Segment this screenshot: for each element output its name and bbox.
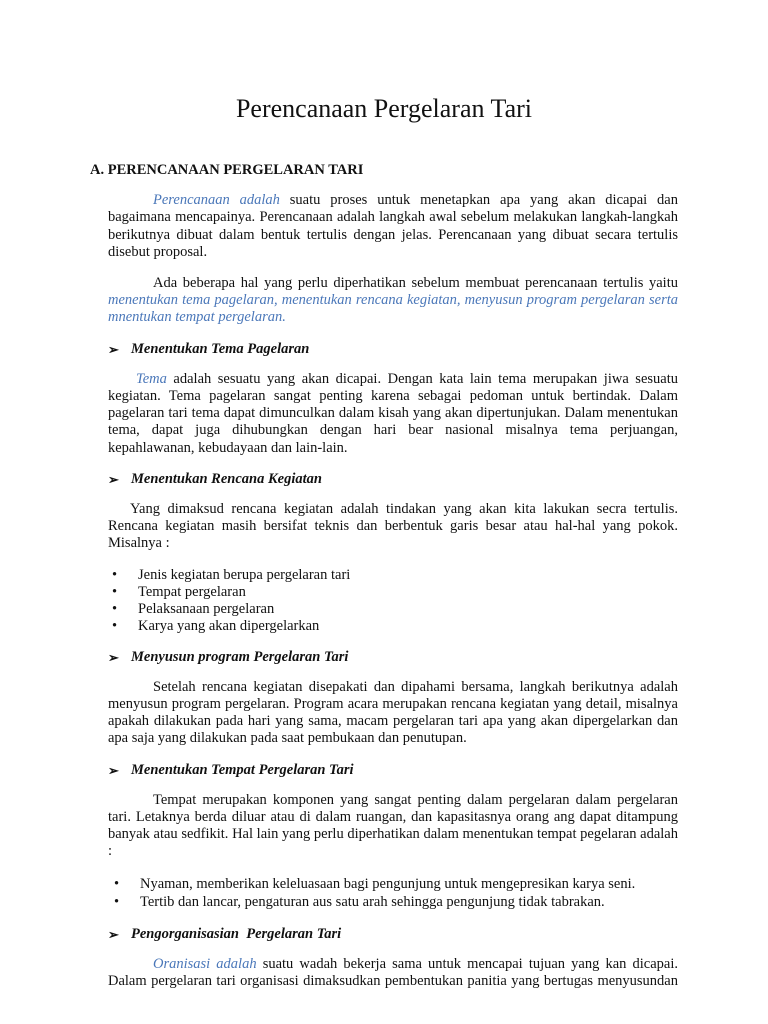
paragraph-organisasi-text: suatu wadah bekerja sama untuk mencapai tujuan yang kan dicapai. Dalam pergelaran tari organisasi dimaksudkan pembentukan panitia yang bertugas menyusundan <box>108 955 678 990</box>
subheading-program <box>108 649 678 666</box>
list-item <box>108 584 678 601</box>
document-body <box>90 162 678 1004</box>
bullet-icon: • <box>112 600 118 617</box>
list-rencana <box>108 567 678 635</box>
list-item-text: Nyaman, memberikan keleluasaan bagi pengunjung untuk mengepresikan karya seni. <box>140 875 636 892</box>
subheading-organisasi <box>108 926 678 943</box>
subheading-organisasi-label: Pengorganisasian Pergelaran Tari <box>131 925 342 942</box>
section-heading-a: A. PERENCANAAN PERGELARAN TARI <box>90 162 364 178</box>
arrow-bullet-icon: ➢ <box>108 341 119 357</box>
paragraph-hal-highlight: menentukan tema pagelaran, menentukan rencana kegiatan, menyusun program pergelaran serta mnentukan tempat pergelaran. <box>108 292 678 326</box>
subheading-tempat <box>108 762 678 779</box>
subheading-tema-label: Menentukan Tema Pagelaran <box>131 340 310 357</box>
term-organisasi: Oranisasi adalah <box>153 955 257 972</box>
list-item-text: Pelaksanaan pergelaran <box>138 600 275 617</box>
list-item <box>108 875 678 894</box>
arrow-bullet-icon: ➢ <box>108 649 119 665</box>
subheading-tempat-label: Menentukan Tempat Pergelaran Tari <box>131 761 354 778</box>
paragraph-hal-diperhatikan <box>108 275 678 327</box>
bullet-icon: • <box>114 894 120 911</box>
subheading-rencana-label: Menentukan Rencana Kegiatan <box>131 470 322 487</box>
subheading-rencana <box>108 471 678 488</box>
list-item <box>108 618 678 635</box>
bullet-icon: • <box>114 875 120 892</box>
list-item-text: Tertib dan lancar, pengaturan aus satu arah sehingga pengunjung tidak tabrakan. <box>140 894 605 911</box>
paragraph-tema <box>108 371 678 457</box>
list-tempat <box>108 875 678 912</box>
bullet-icon: • <box>112 583 118 600</box>
list-item-text: Tempat pergelaran <box>138 583 246 600</box>
paragraph-rencana: Yang dimaksud rencana kegiatan adalah tindakan yang akan kita lakukan secra tertulis. Rencana kegiatan masih bersifat teknis dan berbentuk garis besar atau hal-hal yang pokok. Misalnya : <box>108 501 678 552</box>
bullet-icon: • <box>112 617 118 634</box>
arrow-bullet-icon: ➢ <box>108 471 119 487</box>
term-perencanaan: Perencanaan adalah <box>153 192 280 209</box>
subheading-tema <box>108 341 678 358</box>
paragraph-perencanaan-text: suatu proses untuk menetapkan apa yang akan dicapai dan bagaimana mencapainya. Perencanaan adalah langkah awal sebelum melakukan langkah-langkah berikutnya dibuat dalam bentuk tertulis dengan jelas. Perencanaan yang dibuat secara tertulis disebut proposal. <box>108 192 678 260</box>
list-item <box>108 893 678 912</box>
term-tema: Tema <box>136 370 167 387</box>
list-item <box>108 601 678 618</box>
list-item <box>108 567 678 584</box>
list-item-text: Karya yang akan dipergelarkan <box>138 617 320 634</box>
paragraph-organisasi <box>108 956 678 990</box>
paragraph-program: Setelah rencana kegiatan disepakati dan dipahami bersama, langkah berikutnya adalah menyusun program pergelaran. Program acara merupakan rencana kegiatan yang detail, misalnya apakah dilakukan pada hari yang sama, macam pergelaran tari apa yang akan dipergelarkan dan apa saja yang dilakukan pada saat pembukaan dan penutupan. <box>108 678 678 747</box>
document-title: Perencanaan Pergelaran Tari <box>235 94 533 123</box>
arrow-bullet-icon: ➢ <box>108 926 119 942</box>
paragraph-tempat: Tempat merupakan komponen yang sangat penting dalam pergelaran dalam pergelaran tari. Letaknya berda diluar atau di dalam ruangan, dan kapasitasnya orang ang dapat ditampung banyak atau sedfikit. Hal lain yang perlu diperhatikan dalam menentukan tempat pegelaran adalah : <box>108 791 678 860</box>
arrow-bullet-icon: ➢ <box>108 762 119 778</box>
paragraph-tema-text: adalah sesuatu yang akan dicapai. Dengan kata lain tema merupakan jiwa sesuatu kegiatan. Tema pagelaran sangat penting karena sebagai pedoman untuk bertindak. Dalam pagelaran tari tema dapat dimunculkan dalam kisah yang akan dipertunjukan. Dalam menentukan tema, dapat juga dihubungkan dengan hari bear nasional misalnya tema perjuangan, kepahlawanan, kebudayaan dan lain-lain. <box>108 370 678 456</box>
paragraph-hal-text: Ada beberapa hal yang perlu diperhatikan sebelum membuat perencanaan tertulis yaitu <box>153 275 678 292</box>
bullet-icon: • <box>112 566 118 583</box>
subheading-program-label: Menyusun program Pergelaran Tari <box>131 648 349 665</box>
list-item-text: Jenis kegiatan berupa pergelaran tari <box>138 566 351 583</box>
paragraph-perencanaan <box>108 192 678 261</box>
